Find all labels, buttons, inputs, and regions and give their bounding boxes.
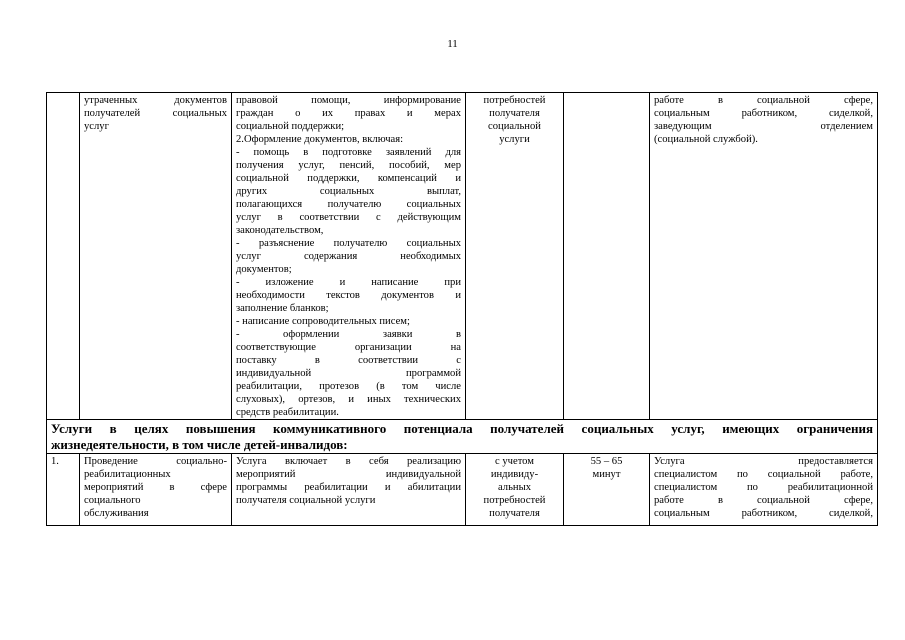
text-line: других социальных выплат, bbox=[236, 186, 461, 197]
text-line: - помощь в подготовке заявлений для bbox=[236, 147, 461, 158]
text-line: необходимости текстов документов и bbox=[236, 290, 461, 301]
text-line: социальным работником, сиделкой, bbox=[654, 108, 873, 119]
text-line: работе в социальной сфере, bbox=[654, 95, 873, 106]
text-line: работе в социальной сфере, bbox=[654, 495, 873, 506]
text-line: Услуга включает в себя реализацию bbox=[236, 456, 461, 467]
text-line: соответствующие организации на bbox=[236, 342, 461, 353]
text-line: потребностей bbox=[483, 495, 546, 506]
section-heading-row bbox=[47, 420, 878, 454]
text-line: программы реабилитации и абилитации bbox=[236, 482, 461, 493]
text-line: потребностей bbox=[483, 95, 546, 106]
table-row-1 bbox=[47, 454, 878, 526]
text-line: полагающихся получателю социальных bbox=[236, 199, 461, 210]
text-line: услуги bbox=[499, 134, 530, 145]
text-line: услуг bbox=[84, 121, 109, 132]
text-line: социального bbox=[84, 495, 141, 506]
text-line: реабилитационных bbox=[84, 469, 171, 480]
text-line: заполнение бланков; bbox=[236, 303, 329, 314]
section-heading-line: Услуги в целях повышения коммуникативного потенциала получателей социальных услуг, имеющих ограничения bbox=[51, 421, 873, 436]
text-line: поставку в соответствии с bbox=[236, 355, 461, 366]
section-heading-line: жизнедеятельности, в том числе детей-инвалидов: bbox=[51, 437, 348, 452]
cell-service-time bbox=[564, 93, 650, 420]
cell-number bbox=[47, 93, 80, 420]
text-line: 2.Оформление документов, включая: bbox=[236, 134, 404, 145]
text-line: граждан о их правах и мерах bbox=[236, 108, 461, 119]
text-line: заведующим отделением bbox=[654, 121, 873, 132]
text-line: социальной bbox=[488, 121, 541, 132]
cell-service-provider bbox=[650, 93, 878, 420]
text-line: - написание сопроводительных писем; bbox=[236, 316, 410, 327]
cell-service-name bbox=[80, 454, 232, 526]
text-line: услуг содержания необходимых bbox=[236, 251, 461, 262]
text-line: правовой помощи, информирование bbox=[236, 95, 461, 106]
cell-service-norm bbox=[466, 93, 564, 420]
cell-service-name bbox=[80, 93, 232, 420]
text-line: индивидуальной программой bbox=[236, 368, 461, 379]
text-line: утраченных документов bbox=[84, 95, 227, 106]
text-line: с учетом bbox=[495, 456, 534, 467]
text-line: слуховых), ортезов, и иных технических bbox=[236, 394, 461, 405]
text-line: Проведение социально- bbox=[84, 456, 227, 467]
text-line: индивиду- bbox=[490, 469, 539, 480]
text-line: документов; bbox=[236, 264, 292, 275]
services-table bbox=[46, 92, 878, 526]
cell-service-time bbox=[564, 454, 650, 526]
text-line: услуг в соответствии с действующим bbox=[236, 212, 461, 223]
text-line: получателей социальных bbox=[84, 108, 227, 119]
text-line: альных bbox=[498, 482, 531, 493]
text-line: специалистом по реабилитационной bbox=[654, 482, 873, 493]
text-line: получателя социальной услуги bbox=[236, 495, 376, 506]
text-line: - разъяснение получателю социальных bbox=[236, 238, 461, 249]
text-line: минут bbox=[592, 469, 621, 480]
text-line: социальной поддержки, компенсаций и bbox=[236, 173, 461, 184]
text-line: специалистом по социальной работе, bbox=[654, 469, 873, 480]
text-line: обслуживания bbox=[84, 508, 149, 519]
cell-service-provider bbox=[650, 454, 878, 526]
text-line: получения услуг, пенсий, пособий, мер bbox=[236, 160, 461, 171]
section-heading bbox=[47, 420, 878, 454]
text-line: реабилитации, протезов (в том числе bbox=[236, 381, 461, 392]
text-line: (социальной службой). bbox=[654, 134, 758, 145]
cell-service-description bbox=[232, 93, 466, 420]
text-line: - изложение и написание при bbox=[236, 277, 461, 288]
text-line: мероприятий индивидуальной bbox=[236, 469, 461, 480]
table-row-continued bbox=[47, 93, 878, 420]
text-line: 55 – 65 bbox=[590, 456, 623, 467]
text-line: Услуга предоставляется bbox=[654, 456, 873, 467]
text-line: законодательством, bbox=[236, 225, 324, 236]
cell-number: 1. bbox=[47, 454, 80, 526]
text-line: социальным работником, сиделкой, bbox=[654, 508, 873, 519]
cell-service-norm bbox=[466, 454, 564, 526]
text-line: средств реабилитации. bbox=[236, 407, 339, 418]
cell-service-description bbox=[232, 454, 466, 526]
text-line: получателя bbox=[489, 508, 540, 519]
text-line: - оформлении заявки в bbox=[236, 329, 461, 340]
text-line: мероприятий в сфере bbox=[84, 482, 227, 493]
text-line: социальной поддержки; bbox=[236, 121, 345, 132]
page-number: 11 bbox=[447, 38, 458, 50]
text-line: получателя bbox=[489, 108, 540, 119]
